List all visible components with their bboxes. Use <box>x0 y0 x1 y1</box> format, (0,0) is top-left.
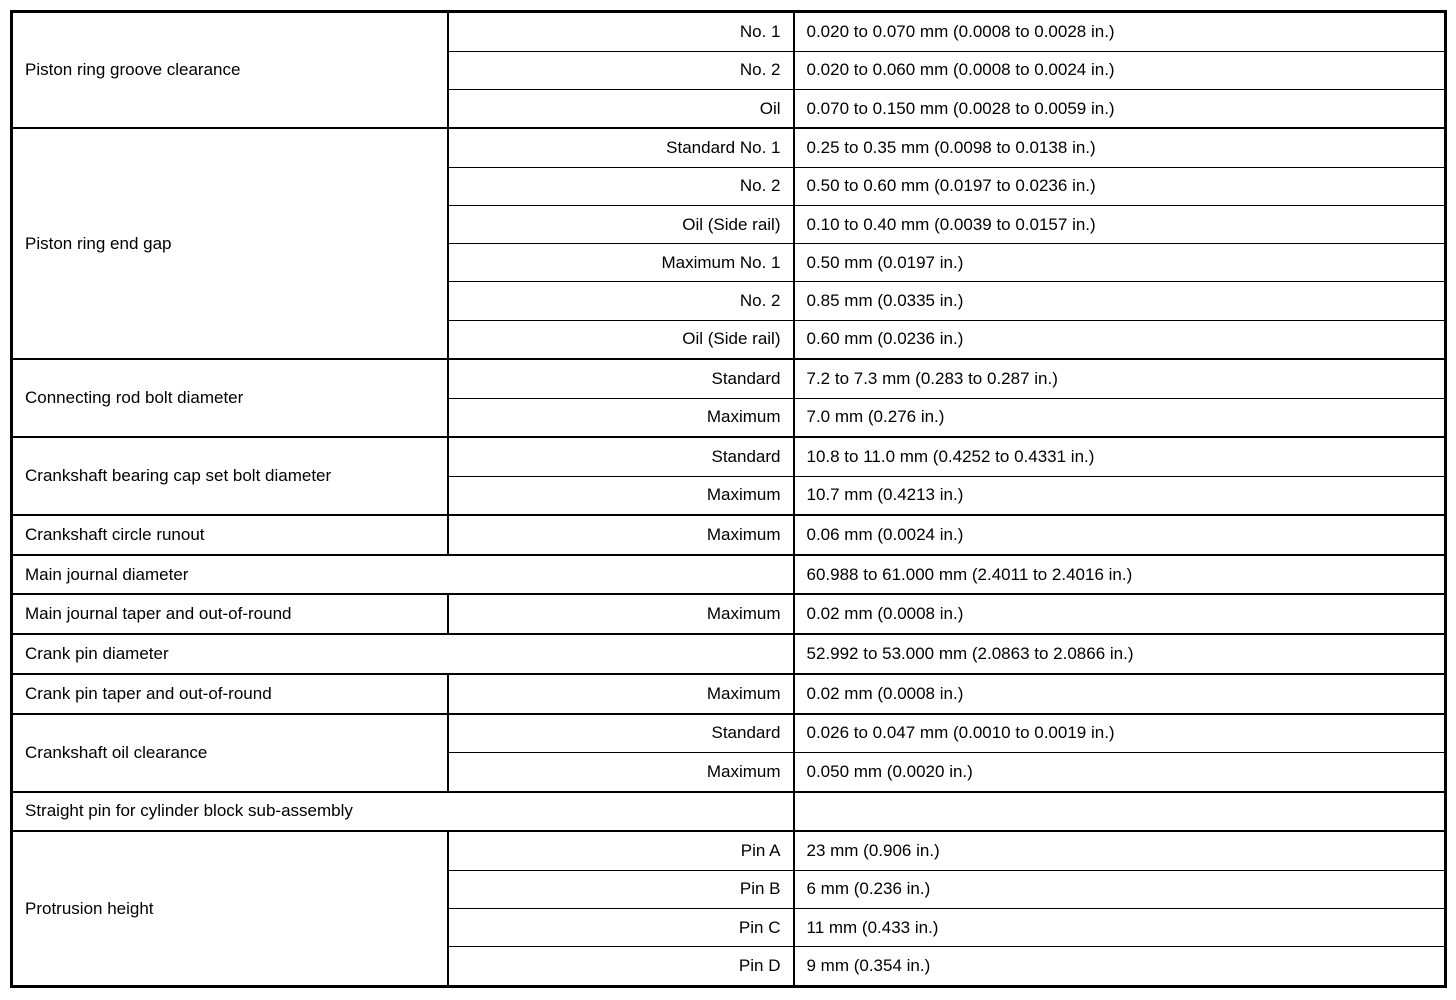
value-cell: 52.992 to 53.000 mm (2.0863 to 2.0866 in.) <box>794 634 1446 674</box>
value-cell: 10.8 to 11.0 mm (0.4252 to 0.4331 in.) <box>794 437 1446 476</box>
table-row <box>12 594 1446 634</box>
sub-cell: Standard <box>448 714 794 753</box>
value-cell: 6 mm (0.236 in.) <box>794 870 1446 908</box>
sub-cell: Maximum <box>448 674 794 714</box>
sub-cell: Oil <box>448 89 794 128</box>
value-cell: 0.070 to 0.150 mm (0.0028 to 0.0059 in.) <box>794 89 1446 128</box>
value-cell: 10.7 mm (0.4213 in.) <box>794 476 1446 515</box>
value-cell: 7.0 mm (0.276 in.) <box>794 398 1446 437</box>
value-cell: 0.50 to 0.60 mm (0.0197 to 0.0236 in.) <box>794 167 1446 205</box>
table-row <box>12 674 1446 714</box>
sub-cell: Standard <box>448 359 794 398</box>
sub-cell: Oil (Side rail) <box>448 320 794 359</box>
value-cell: 0.020 to 0.070 mm (0.0008 to 0.0028 in.) <box>794 12 1446 52</box>
param-cell: Piston ring end gap <box>12 128 448 359</box>
sub-cell: No. 2 <box>448 167 794 205</box>
value-cell: 0.026 to 0.047 mm (0.0010 to 0.0019 in.) <box>794 714 1446 753</box>
table-row <box>12 515 1446 555</box>
value-cell: 11 mm (0.433 in.) <box>794 908 1446 946</box>
table-row <box>12 12 1446 52</box>
sub-cell: Pin A <box>448 831 794 870</box>
table-row <box>12 831 1446 870</box>
sub-cell: Maximum <box>448 753 794 792</box>
param-cell: Crank pin taper and out-of-round <box>12 674 448 714</box>
param-cell: Crankshaft bearing cap set bolt diameter <box>12 437 448 515</box>
value-cell: 0.50 mm (0.0197 in.) <box>794 244 1446 282</box>
sub-cell: No. 1 <box>448 12 794 52</box>
param-cell: Crankshaft circle runout <box>12 515 448 555</box>
value-cell <box>794 792 1446 832</box>
value-cell: 7.2 to 7.3 mm (0.283 to 0.287 in.) <box>794 359 1446 398</box>
sub-cell: Maximum <box>448 398 794 437</box>
value-cell: 0.06 mm (0.0024 in.) <box>794 515 1446 555</box>
sub-cell: Maximum <box>448 515 794 555</box>
sub-cell: Standard No. 1 <box>448 128 794 167</box>
param-cell: Main journal taper and out-of-round <box>12 594 448 634</box>
param-cell: Main journal diameter <box>12 555 794 595</box>
value-cell: 0.85 mm (0.0335 in.) <box>794 282 1446 320</box>
sub-cell: Maximum <box>448 594 794 634</box>
spec-table-body <box>12 12 1446 987</box>
param-cell: Piston ring groove clearance <box>12 12 448 129</box>
value-cell: 0.050 mm (0.0020 in.) <box>794 753 1446 792</box>
sub-cell: No. 2 <box>448 51 794 89</box>
param-cell: Protrusion height <box>12 831 448 986</box>
table-row <box>12 437 1446 476</box>
table-row <box>12 128 1446 167</box>
table-row <box>12 714 1446 753</box>
sub-cell: Maximum <box>448 476 794 515</box>
value-cell: 0.10 to 0.40 mm (0.0039 to 0.0157 in.) <box>794 206 1446 244</box>
value-cell: 0.02 mm (0.0008 in.) <box>794 674 1446 714</box>
value-cell: 0.25 to 0.35 mm (0.0098 to 0.0138 in.) <box>794 128 1446 167</box>
spec-table <box>10 10 1447 988</box>
sub-cell: Oil (Side rail) <box>448 206 794 244</box>
value-cell: 60.988 to 61.000 mm (2.4011 to 2.4016 in.) <box>794 555 1446 595</box>
value-cell: 0.60 mm (0.0236 in.) <box>794 320 1446 359</box>
table-row <box>12 634 1446 674</box>
param-cell: Crank pin diameter <box>12 634 794 674</box>
param-cell: Crankshaft oil clearance <box>12 714 448 792</box>
value-cell: 0.02 mm (0.0008 in.) <box>794 594 1446 634</box>
sub-cell: Maximum No. 1 <box>448 244 794 282</box>
sub-cell: Pin B <box>448 870 794 908</box>
sub-cell: Pin D <box>448 947 794 987</box>
table-row <box>12 359 1446 398</box>
sub-cell: Pin C <box>448 908 794 946</box>
param-cell: Connecting rod bolt diameter <box>12 359 448 437</box>
table-row <box>12 792 1446 832</box>
table-row <box>12 555 1446 595</box>
value-cell: 0.020 to 0.060 mm (0.0008 to 0.0024 in.) <box>794 51 1446 89</box>
sub-cell: No. 2 <box>448 282 794 320</box>
value-cell: 9 mm (0.354 in.) <box>794 947 1446 987</box>
param-cell: Straight pin for cylinder block sub-assembly <box>12 792 794 832</box>
value-cell: 23 mm (0.906 in.) <box>794 831 1446 870</box>
sub-cell: Standard <box>448 437 794 476</box>
